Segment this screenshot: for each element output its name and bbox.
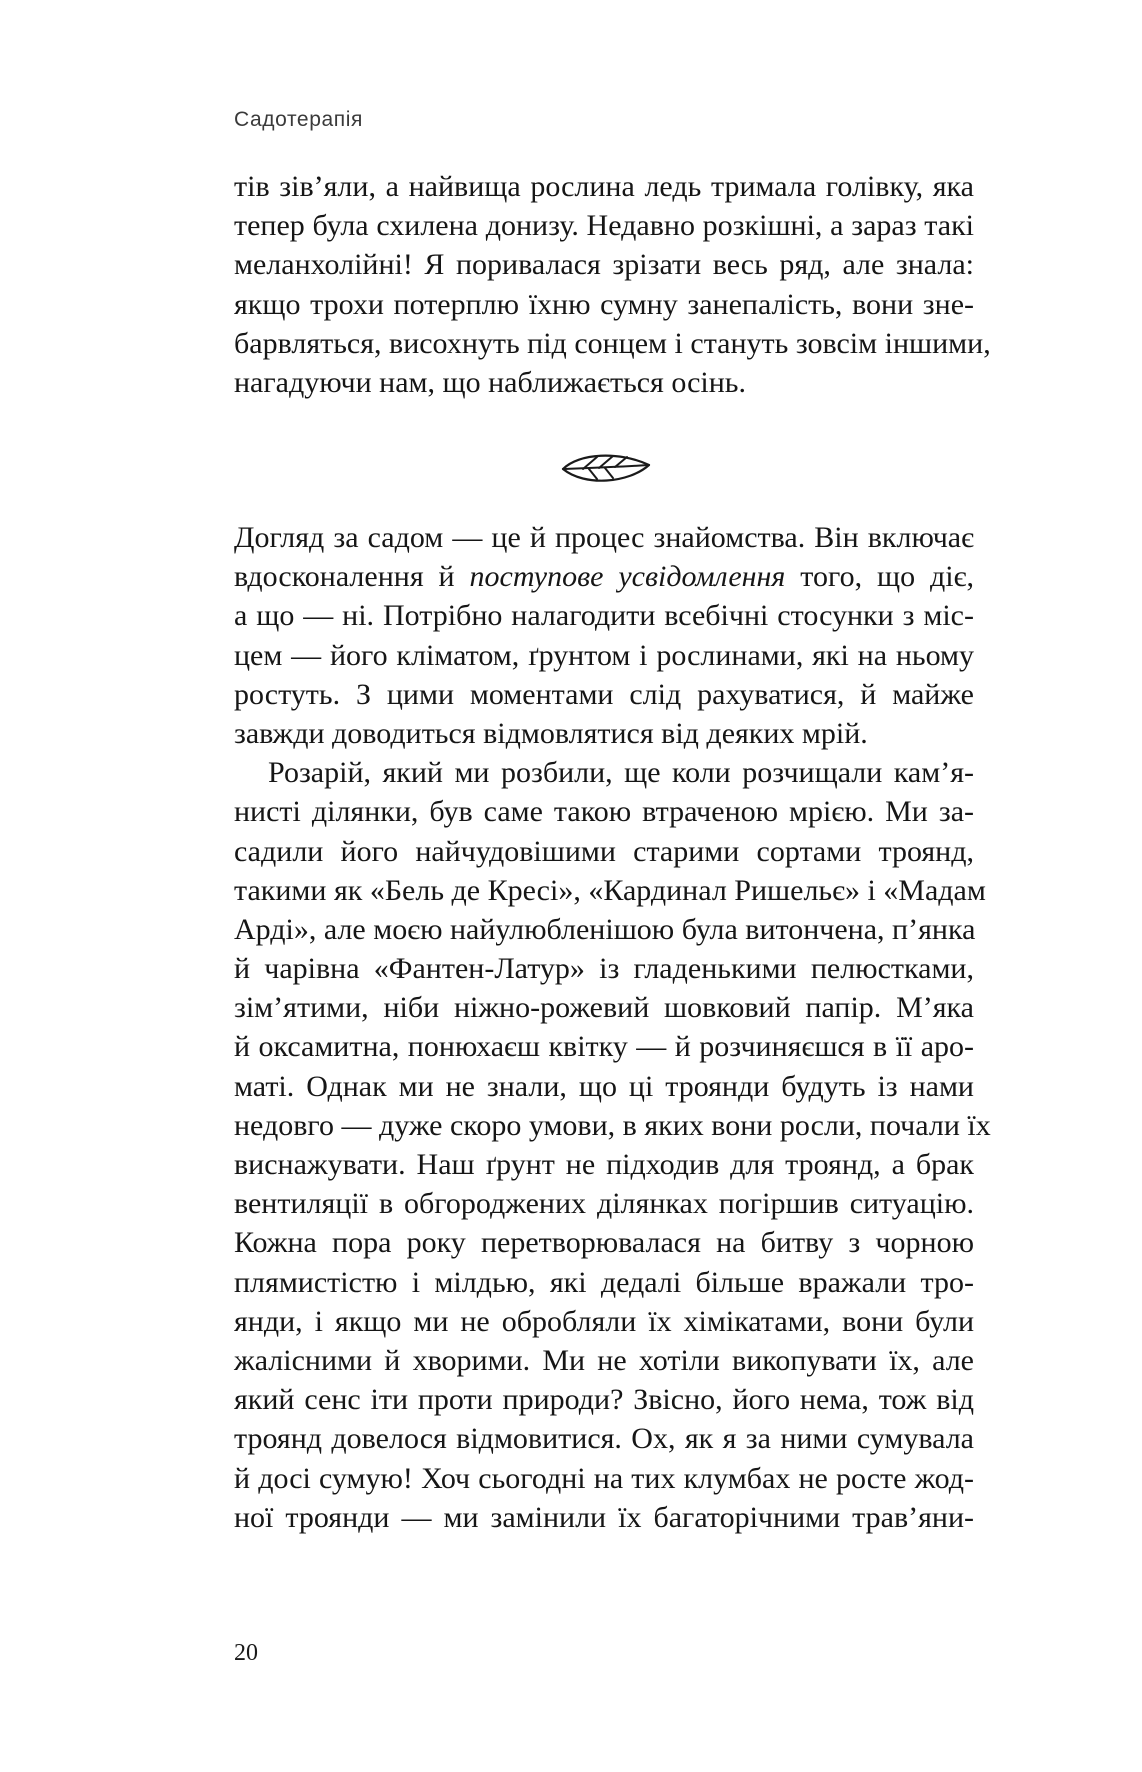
text-line: янди, і якщо ми не обробляли їх хімікатами, вони були [234,1304,974,1338]
text-line: нагадуючи нам, що наближається осінь. [234,365,746,399]
text-line: недовго — дуже скоро умови, в яких вони росли, почали їх [234,1108,991,1142]
text-line: троянд довелося відмовитися. Ох, як я за ними сумувала [234,1422,974,1456]
text-fragment: того, що діє, [785,560,974,594]
text-line: тепер була схилена донизу. Недавно розкішні, а зараз такі [234,209,974,243]
text-line: якщо трохи потерплю їхню сумну занепалість, вони зне- [234,287,974,321]
text-line: такими як «Бель де Кресі», «Кардинал Ришельє» і «Мадам [234,873,986,907]
text-line: зім’ятими, ніби ніжно-рожевий шовковий папір. М’яка [234,991,974,1025]
text-line: й оксамитна, понюхаєш квітку — й розчиняєшся в її аро- [234,1030,974,1064]
text-line: ростуть. З цими моментами слід рахуватися, й майже [234,677,974,711]
text-line: Арді», але моєю найулюбленішою була витончена, п’янка [234,912,976,946]
text-line: маті. Однак ми не знали, що ці троянди будуть із нами [234,1069,974,1103]
italic-phrase: поступове усвідомлення [469,560,786,594]
text-line: який сенс іти проти природи? Звісно, його нема, тож від [234,1383,974,1417]
text-line: Кожна пора року перетворювалася на битву з чорною [234,1226,974,1260]
text-line: Розарій, який ми розбили, ще коли розчищали кам’я- [268,756,974,790]
text-line: ної троянди — ми замінили їх багаторічними трав’яни- [234,1500,974,1534]
text-line: виснажувати. Наш ґрунт не підходив для троянд, а брак [234,1148,974,1181]
text-line: а що — ні. Потрібно налагодити всебічні стосунки з міс- [234,599,974,633]
text-line: нисті ділянки, був саме такою втраченою мрією. Ми за- [234,795,974,829]
text-line: плямистістю і мілдью, які дедалі більше вражали тро- [234,1265,974,1299]
text-line: меланхолійні! Я поривалася зрізати весь ряд, але знала: [234,248,974,282]
text-line: завжди доводиться відмовлятися від деяких мрій. [234,716,868,750]
running-head: Садотерапія [234,108,363,131]
text-line: садили його найчудовішими старими сортами троянд, [234,834,974,868]
text-line: вентиляції в обгороджених ділянках погіршив ситуацію. [234,1187,974,1221]
text-line: Догляд за садом — це й процес знайомства. Він включає [234,521,974,554]
text-line: барвляться, висохнуть під сонцем і стануть зовсім іншими, [234,326,991,360]
main-text [234,518,991,1537]
text-line: тів зів’яли, а найвища рослина ледь тримала голівку, яка [234,170,974,203]
text-line: жалісними й хворими. Ми не хотіли викопувати їх, але [234,1343,974,1377]
text-fragment: вдосконалення й [234,560,470,594]
page-number: 20 [234,1640,258,1666]
text-line: й досі сумую! Хоч сьогодні на тих клумбах не росте жод- [234,1461,974,1495]
leaf-icon [559,447,653,491]
text-line: цем — його кліматом, ґрунтом і рослинами, які на ньому [234,638,974,672]
text-line-with-italic [234,557,974,596]
paragraph-continuation [234,167,991,402]
text-line: й чарівна «Фантен-Латур» із гладенькими пелюстками, [234,952,974,986]
